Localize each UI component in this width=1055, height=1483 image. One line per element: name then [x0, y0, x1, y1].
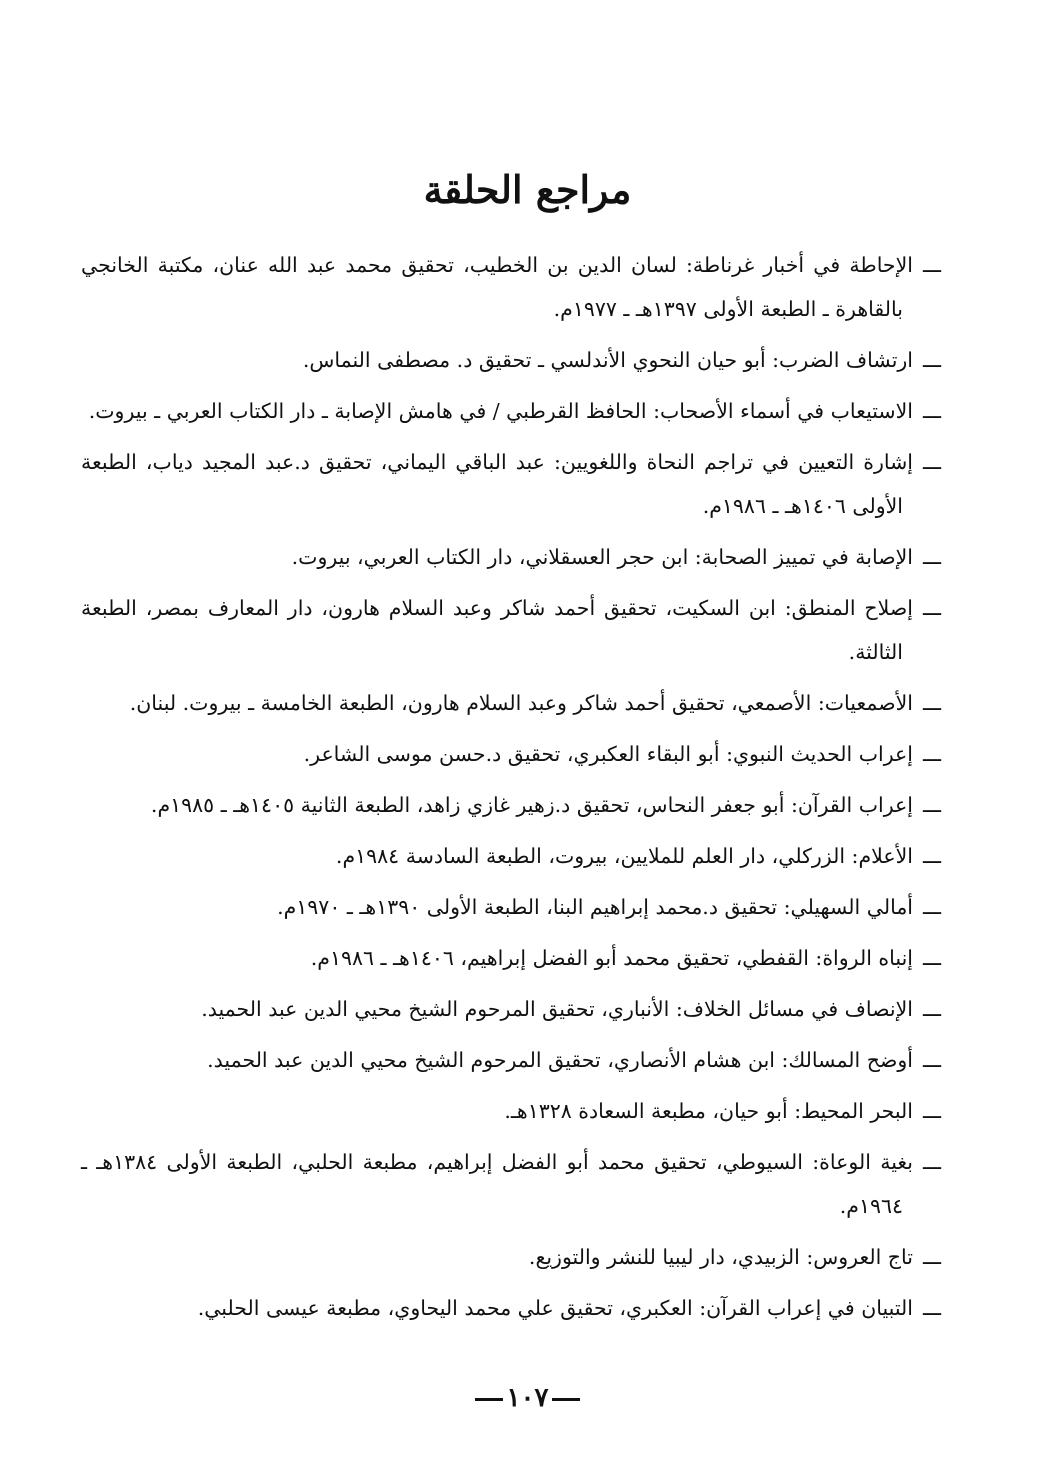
page-number-footer [0, 1378, 1055, 1418]
reference-entry [81, 681, 941, 725]
reference-entry [81, 1089, 941, 1133]
reference-entry [81, 732, 941, 776]
reference-text: إعراب الحديث النبوي: أبو البقاء العكبري، تحقيق د.حسن موسى الشاعر. [303, 742, 913, 766]
entry-dash: ـــ [922, 1245, 941, 1269]
reference-text: التبيان في إعراب القرآن: العكبري، تحقيق علي محمد اليحاوي، مطبعة عيسى الحلبي. [197, 1296, 913, 1320]
entry-dash: ـــ [922, 596, 941, 620]
reference-entry [81, 1038, 941, 1082]
reference-text: الإنصاف في مسائل الخلاف: الأنباري، تحقيق المرحوم الشيخ محيي الدين عبد الحميد. [201, 997, 913, 1021]
reference-text: إنباه الرواة: القفطي، تحقيق محمد أبو الفضل إبراهيم، ١٤٠٦هـ ـ ١٩٨٦م. [310, 946, 913, 970]
reference-entry [81, 535, 941, 579]
reference-text: بغية الوعاة: السيوطي، تحقيق محمد أبو الفضل إبراهيم، مطبعة الحلبي، الطبعة الأولى ١٣٨٤هـ ـ ١٩٦٤م. [81, 1150, 913, 1218]
reference-entry [81, 440, 941, 528]
reference-text: الإحاطة في أخبار غرناطة: لسان الدين بن الخطيب، تحقيق محمد عبد الله عنان، مكتبة الخانجي بالقاهرة ـ الطبعة الأولى ١٣٩٧هـ ـ ١٩٧٧م. [81, 253, 913, 321]
reference-text: إشارة التعيين في تراجم النحاة واللغويين: عبد الباقي اليماني، تحقيق د.عبد المجيد دياب، الطبعة الأولى ١٤٠٦هـ ـ ١٩٨٦م. [81, 450, 913, 518]
entry-dash: ـــ [922, 1048, 941, 1072]
entry-dash: ـــ [922, 1099, 941, 1123]
reference-entry [81, 338, 941, 382]
entry-dash: ـــ [922, 545, 941, 569]
folio-left-rule [552, 1398, 580, 1401]
reference-text: إعراب القرآن: أبو جعفر النحاس، تحقيق د.زهير غازي زاهد، الطبعة الثانية ١٤٠٥هـ ـ ١٩٨٥م. [150, 793, 913, 817]
reference-text: الاستيعاب في أسماء الأصحاب: الحافظ القرطبي / في هامش الإصابة ـ دار الكتاب العربي ـ بيروت. [88, 399, 913, 423]
reference-text: أمالي السهيلي: تحقيق د.محمد إبراهيم البنا، الطبعة الأولى ١٣٩٠هـ ـ ١٩٧٠م. [277, 895, 913, 919]
reference-entry [81, 389, 941, 433]
reference-entry [81, 1286, 941, 1330]
entry-dash: ـــ [922, 450, 941, 474]
reference-text: الأصمعيات: الأصمعي، تحقيق أحمد شاكر وعبد السلام هارون، الطبعة الخامسة ـ بيروت. لبنان. [129, 691, 913, 715]
reference-entry [81, 783, 941, 827]
reference-entry [81, 243, 941, 331]
reference-entry [81, 834, 941, 878]
reference-text: أوضح المسالك: ابن هشام الأنصاري، تحقيق المرحوم الشيخ محيي الدين عبد الحميد. [207, 1048, 913, 1072]
entry-dash: ـــ [922, 1296, 941, 1320]
reference-text: الإصابة في تمييز الصحابة: ابن حجر العسقلاني، دار الكتاب العربي، بيروت. [291, 545, 913, 569]
entry-dash: ـــ [922, 742, 941, 766]
reference-entry [81, 885, 941, 929]
entry-dash: ـــ [922, 348, 941, 372]
entry-dash: ـــ [922, 253, 941, 277]
folio-right-rule [475, 1398, 503, 1401]
reference-entry [81, 987, 941, 1031]
reference-text: البحر المحيط: أبو حيان، مطبعة السعادة ١٣٢٨هـ. [504, 1099, 913, 1123]
page-title: مراجع الحلقة [423, 167, 632, 212]
entry-dash: ـــ [922, 946, 941, 970]
reference-entry [81, 1140, 941, 1228]
reference-text: إصلاح المنطق: ابن السكيت، تحقيق أحمد شاكر وعبد السلام هارون، دار المعارف بمصر، الطبعة الثالثة. [81, 596, 913, 664]
entry-dash: ـــ [922, 399, 941, 423]
reference-text: تاج العروس: الزبيدي، دار ليبيا للنشر والتوزيع. [528, 1245, 913, 1269]
references-list [81, 243, 941, 1337]
entry-dash: ـــ [922, 691, 941, 715]
entry-dash: ـــ [922, 1150, 941, 1174]
reference-text: ارتشاف الضرب: أبو حيان النحوي الأندلسي ـ تحقيق د. مصطفى النماس. [302, 348, 913, 372]
entry-dash: ـــ [922, 844, 941, 868]
reference-text: الأعلام: الزركلي، دار العلم للملايين، بيروت، الطبعة السادسة ١٩٨٤م. [335, 844, 913, 868]
page-number: ١٠٧ [506, 1383, 549, 1413]
entry-dash: ـــ [922, 895, 941, 919]
entry-dash: ـــ [922, 793, 941, 817]
entry-dash: ـــ [922, 997, 941, 1021]
reference-entry [81, 586, 941, 674]
reference-entry [81, 936, 941, 980]
reference-entry [81, 1235, 941, 1279]
